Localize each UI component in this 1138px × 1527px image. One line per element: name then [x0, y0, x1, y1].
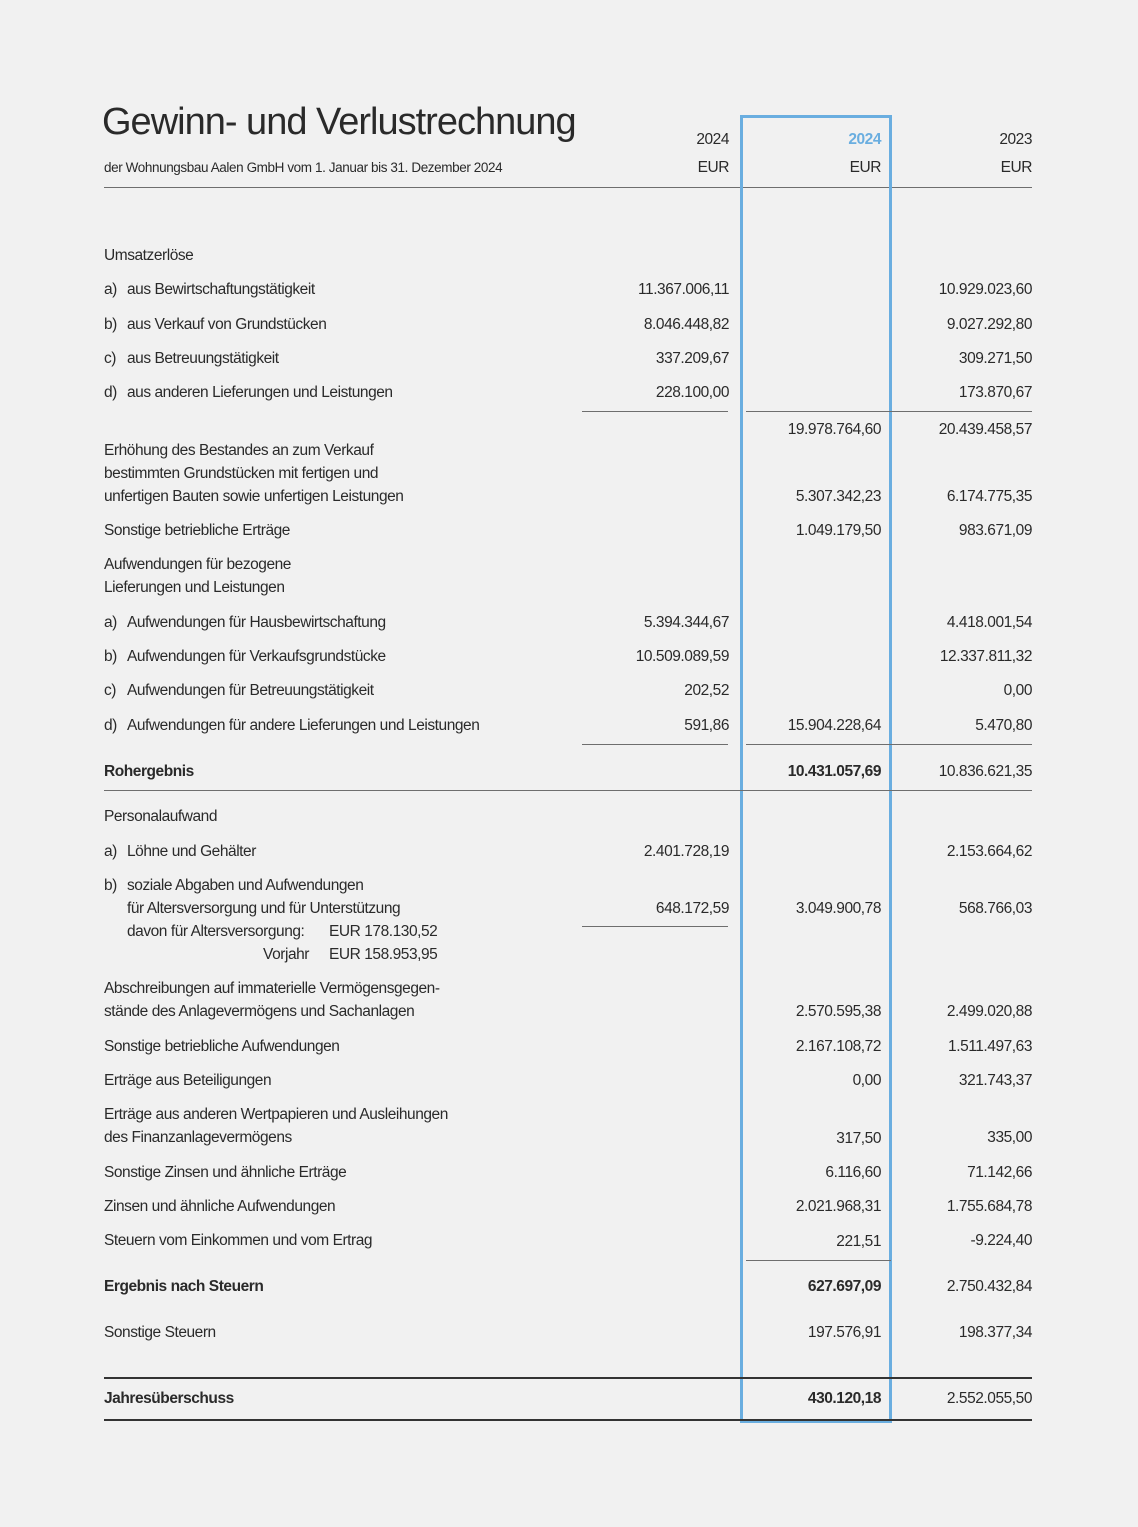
subtotal-rule-bc	[746, 411, 1032, 412]
row-value-a: 228.100,00	[655, 384, 729, 401]
page-title: Gewinn- und Verlustrechnung	[102, 101, 576, 143]
row-value-c: 9.027.292,80	[946, 316, 1032, 333]
row-value-c: -9.224,40	[970, 1232, 1032, 1249]
row-value-c: 321.743,37	[958, 1072, 1032, 1089]
row-value-c: 6.174.775,35	[946, 488, 1032, 505]
col-header-unit-b: EUR	[849, 159, 881, 176]
row-value-b: 2.570.595,38	[795, 1003, 881, 1020]
row-value-a: 5.394.344,67	[643, 614, 729, 631]
rohergebnis-label: Rohergebnis	[104, 763, 194, 780]
row-letter: b)	[104, 316, 117, 333]
row-label: aus anderen Lieferungen und Leistungen	[127, 384, 393, 401]
row-label: für Altersversorgung und für Unterstützung	[127, 900, 401, 917]
vorjahr-value: EUR 158.953,95	[329, 946, 438, 963]
davon-value: EUR 178.130,52	[329, 923, 438, 940]
row-label: Aufwendungen für Betreuungstätigkeit	[127, 682, 374, 699]
row-value-a: 8.046.448,82	[643, 316, 729, 333]
row-label: aus Betreuungstätigkeit	[127, 350, 279, 367]
row-label: Erträge aus anderen Wertpapieren und Ausleihungen	[104, 1106, 448, 1123]
row-letter: d)	[104, 717, 117, 734]
row-value-b: 317,50	[836, 1130, 881, 1147]
row-letter: a)	[104, 843, 117, 860]
row-value-c: 10.929.023,60	[938, 281, 1032, 298]
row-value-b: 2.021.968,31	[795, 1198, 881, 1215]
row-label: Erhöhung des Bestandes an zum Verkauf	[104, 442, 374, 459]
row-value-b: 15.904.228,64	[787, 717, 881, 734]
row-value-c: 1.511.497,63	[948, 1038, 1032, 1055]
umsatz-total-b: 19.978.764,60	[787, 421, 881, 438]
row-label: Erträge aus Beteiligungen	[104, 1072, 272, 1089]
jahres-value-c: 2.552.055,50	[946, 1390, 1032, 1407]
row-value-a: 11.367.006,11	[638, 281, 729, 298]
row-value-b: 5.307.342,23	[795, 488, 881, 505]
row-value-c: 5.470,80	[975, 717, 1032, 734]
row-value-c: 2.153.664,62	[946, 843, 1032, 860]
row-label: Zinsen und ähnliche Aufwendungen	[104, 1198, 336, 1215]
row-label: aus Bewirtschaftungstätigkeit	[127, 281, 315, 298]
row-value-b: 2.167.108,72	[795, 1038, 881, 1055]
row-label: Löhne und Gehälter	[127, 843, 256, 860]
row-value-c: 173.870,67	[958, 384, 1032, 401]
row-label: stände des Anlagevermögens und Sachanlagen	[104, 1003, 415, 1020]
row-value-c: 2.499.020,88	[946, 1003, 1032, 1020]
row-value-a: 2.401.728,19	[643, 843, 729, 860]
row-value-b: 6.116,60	[825, 1164, 881, 1181]
row-value-c: 4.418.001,54	[946, 614, 1032, 631]
row-letter: b)	[104, 877, 117, 894]
rohergebnis-rule	[104, 790, 1032, 791]
ergebnis-label: Ergebnis nach Steuern	[104, 1278, 264, 1295]
row-label: Sonstige betriebliche Erträge	[104, 522, 290, 539]
row-letter: d)	[104, 384, 117, 401]
row-label: Steuern vom Einkommen und vom Ertrag	[104, 1232, 373, 1249]
section-label-aufwendungen: Lieferungen und Leistungen	[104, 579, 285, 596]
subtotal-rule-bc	[746, 744, 1032, 745]
col-header-unit-a: EUR	[697, 159, 729, 176]
row-value-c: 198.377,34	[958, 1324, 1032, 1341]
vorjahr-label: Vorjahr	[263, 946, 309, 963]
row-label: Aufwendungen für andere Lieferungen und Leistungen	[127, 717, 480, 734]
row-value-b: 221,51	[836, 1233, 881, 1250]
row-label: Abschreibungen auf immaterielle Vermögensgegen-	[104, 980, 440, 997]
ergebnis-value-c: 2.750.432,84	[946, 1278, 1032, 1295]
row-value-b: 1.049.179,50	[795, 522, 881, 539]
total-top-rule	[104, 1377, 1032, 1379]
subtotal-rule-a	[582, 744, 728, 745]
subtotal-rule-a	[582, 926, 728, 927]
jahres-label: Jahresüberschuss	[104, 1390, 234, 1407]
page-subtitle: der Wohnungsbau Aalen GmbH vom 1. Januar bis 31. Dezember 2024	[104, 160, 503, 175]
row-letter: a)	[104, 281, 117, 298]
section-label-umsatz: Umsatzerlöse	[104, 247, 194, 264]
row-value-b: 197.576,91	[807, 1324, 881, 1341]
row-value-b: 3.049.900,78	[795, 900, 881, 917]
row-value-a: 202,52	[684, 682, 729, 699]
jahres-value-b: 430.120,18	[807, 1390, 881, 1407]
total-bottom-rule	[104, 1419, 1032, 1421]
section-label-aufwendungen: Aufwendungen für bezogene	[104, 556, 291, 573]
row-label: Aufwendungen für Verkaufsgrundstücke	[127, 648, 386, 665]
row-letter: b)	[104, 648, 117, 665]
col-header-year-a: 2024	[696, 131, 729, 148]
row-letter: c)	[104, 682, 117, 699]
row-value-c: 335,00	[987, 1129, 1032, 1146]
row-value-a: 10.509.089,59	[635, 648, 729, 665]
row-value-a: 591,86	[684, 717, 729, 734]
subtotal-rule-b	[746, 1260, 891, 1261]
row-value-c: 0,00	[1003, 682, 1032, 699]
col-header-year-b: 2024	[848, 131, 881, 148]
row-label: bestimmten Grundstücken mit fertigen und	[104, 465, 379, 482]
row-label: aus Verkauf von Grundstücken	[127, 316, 327, 333]
rohergebnis-value-b: 10.431.057,69	[787, 763, 881, 780]
davon-label: davon für Altersversorgung:	[127, 923, 305, 940]
row-value-c: 1.755.684,78	[946, 1198, 1032, 1215]
row-letter: c)	[104, 350, 117, 367]
row-label: unfertigen Bauten sowie unfertigen Leistungen	[104, 488, 404, 505]
header-rule	[104, 187, 1032, 188]
row-value-c: 568.766,03	[958, 900, 1032, 917]
rohergebnis-value-c: 10.836.621,35	[938, 763, 1032, 780]
umsatz-total-c: 20.439.458,57	[938, 421, 1032, 438]
row-value-c: 71.142,66	[967, 1164, 1032, 1181]
row-label: Sonstige betriebliche Aufwendungen	[104, 1038, 340, 1055]
row-value-c: 983.671,09	[958, 522, 1032, 539]
row-label: Sonstige Steuern	[104, 1324, 216, 1341]
row-value-c: 12.337.811,32	[939, 648, 1032, 665]
col-header-year-c: 2023	[999, 131, 1032, 148]
row-label: des Finanzanlagevermögens	[104, 1129, 292, 1146]
row-value-b: 0,00	[852, 1072, 881, 1089]
row-label: Aufwendungen für Hausbewirtschaftung	[127, 614, 386, 631]
subtotal-rule-a	[582, 411, 728, 412]
section-label-personal: Personalaufwand	[104, 808, 218, 825]
row-label: Sonstige Zinsen und ähnliche Erträge	[104, 1164, 347, 1181]
row-value-c: 309.271,50	[958, 350, 1032, 367]
row-value-a: 337.209,67	[655, 350, 729, 367]
row-letter: a)	[104, 614, 117, 631]
row-label: soziale Abgaben und Aufwendungen	[127, 877, 364, 894]
row-value-a: 648.172,59	[655, 900, 729, 917]
col-header-unit-c: EUR	[1000, 159, 1032, 176]
ergebnis-value-b: 627.697,09	[807, 1278, 881, 1295]
